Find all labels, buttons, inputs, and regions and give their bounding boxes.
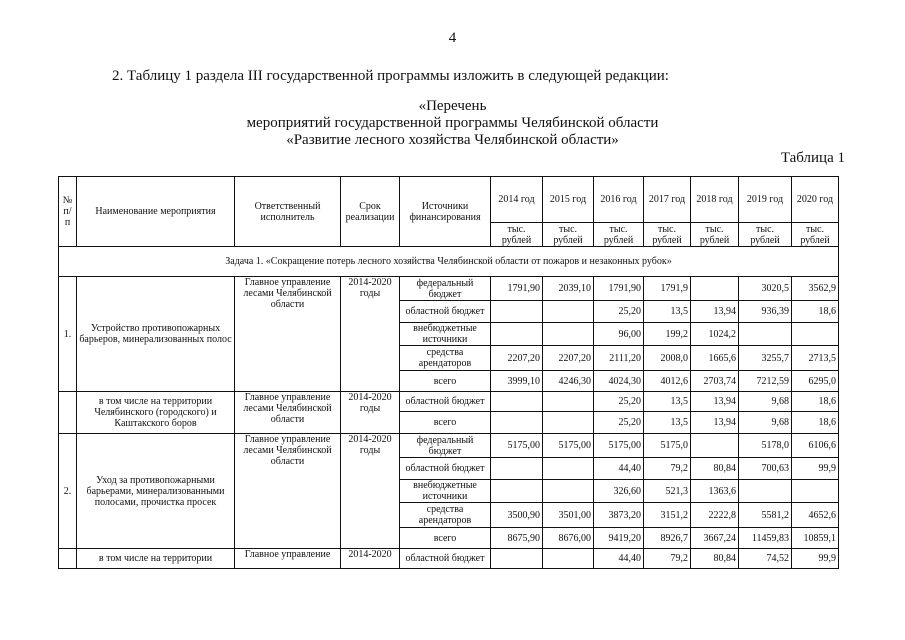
amount-cell: 1363,6: [691, 480, 739, 503]
implementation-term: 2014-2020 годы: [341, 434, 400, 549]
header-num: № п/п: [59, 177, 77, 247]
amount-cell: 9,68: [739, 392, 792, 412]
table-label: Таблица 1: [780, 150, 845, 166]
amount-cell: 18,6: [792, 301, 839, 323]
header-unit: тыс. рублей: [543, 223, 594, 247]
amount-cell: 7212,59: [739, 371, 792, 392]
header-unit: тыс. рублей: [739, 223, 792, 247]
funding-source: федеральный бюджет: [400, 277, 491, 301]
funding-source: всего: [400, 371, 491, 392]
amount-cell: [739, 323, 792, 346]
amount-cell: 44,40: [594, 458, 644, 480]
amount-cell: 2222,8: [691, 503, 739, 528]
amount-cell: 2713,5: [792, 346, 839, 371]
responsible-executor: Главное управление лесами Челябинской области: [235, 392, 341, 434]
amount-cell: 326,60: [594, 480, 644, 503]
measure-name: Уход за противопожарными барьерами, минерализованными полосами, прочистка просек: [77, 434, 235, 549]
header-unit: тыс. рублей: [644, 223, 691, 247]
amount-cell: 4024,30: [594, 371, 644, 392]
amount-cell: 2207,20: [491, 346, 543, 371]
funding-source: областной бюджет: [400, 392, 491, 412]
amount-cell: 25,20: [594, 392, 644, 412]
funding-source: федеральный бюджет: [400, 434, 491, 458]
amount-cell: 9419,20: [594, 528, 644, 549]
amount-cell: 4246,30: [543, 371, 594, 392]
title-line-3: «Развитие лесного хозяйства Челябинской области»: [286, 132, 619, 148]
implementation-term: 2014-2020 годы: [341, 392, 400, 434]
amount-cell: 80,84: [691, 549, 739, 569]
amount-cell: 5175,00: [594, 434, 644, 458]
amount-cell: 13,94: [691, 301, 739, 323]
header-year: 2014 год: [491, 177, 543, 223]
measure-name: в том числе на территории: [77, 549, 235, 569]
amount-cell: 3562,9: [792, 277, 839, 301]
header-unit: тыс. рублей: [691, 223, 739, 247]
amount-cell: 5175,0: [644, 434, 691, 458]
amount-cell: 44,40: [594, 549, 644, 569]
header-year: 2015 год: [543, 177, 594, 223]
header-year: 2019 год: [739, 177, 792, 223]
measure-name: в том числе на территории Челябинского (городского) и Каштакского боров: [77, 392, 235, 434]
measures-table: [58, 176, 839, 569]
table-row: [59, 277, 839, 301]
amount-cell: 80,84: [691, 458, 739, 480]
amount-cell: [543, 392, 594, 412]
amount-cell: 74,52: [739, 549, 792, 569]
measure-name: Устройство противопожарных барьеров, минерализованных полос: [77, 277, 235, 392]
table-row: [59, 549, 839, 569]
amount-cell: 3873,20: [594, 503, 644, 528]
funding-source: областной бюджет: [400, 549, 491, 569]
amount-cell: 25,20: [594, 301, 644, 323]
amount-cell: 1791,90: [594, 277, 644, 301]
header-year: 2018 год: [691, 177, 739, 223]
header-unit: тыс. рублей: [594, 223, 644, 247]
amount-cell: 9,68: [739, 412, 792, 434]
amount-cell: [691, 277, 739, 301]
amount-cell: 6106,6: [792, 434, 839, 458]
implementation-term: 2014-2020 годы: [341, 277, 400, 392]
row-number: [59, 392, 77, 434]
amount-cell: [491, 480, 543, 503]
amount-cell: [491, 549, 543, 569]
amount-cell: 8676,00: [543, 528, 594, 549]
amount-cell: [491, 323, 543, 346]
amount-cell: 96,00: [594, 323, 644, 346]
title-line-2: мероприятий государственной программы Челябинской области: [246, 115, 659, 131]
table-row: [59, 434, 839, 458]
amount-cell: 99,9: [792, 458, 839, 480]
amount-cell: 1665,6: [691, 346, 739, 371]
header-term: Срок реализации: [341, 177, 400, 247]
amount-cell: 2039,10: [543, 277, 594, 301]
funding-source: средства арендаторов: [400, 346, 491, 371]
amount-cell: 13,94: [691, 412, 739, 434]
header-year: 2016 год: [594, 177, 644, 223]
funding-source: внебюджетные источники: [400, 480, 491, 503]
amount-cell: [491, 301, 543, 323]
title-line-1: «Перечень: [418, 98, 487, 114]
amount-cell: [691, 434, 739, 458]
funding-source: всего: [400, 528, 491, 549]
amount-cell: 1791,90: [491, 277, 543, 301]
header-unit: тыс. рублей: [491, 223, 543, 247]
amount-cell: [491, 392, 543, 412]
amount-cell: [491, 458, 543, 480]
amount-cell: [543, 301, 594, 323]
responsible-executor: Главное управление: [235, 549, 341, 569]
amount-cell: 3020,5: [739, 277, 792, 301]
responsible-executor: Главное управление лесами Челябинской области: [235, 434, 341, 549]
amount-cell: 2703,74: [691, 371, 739, 392]
amount-cell: 3500,90: [491, 503, 543, 528]
amount-cell: 5175,00: [543, 434, 594, 458]
document-title: [0, 98, 905, 149]
amount-cell: [543, 323, 594, 346]
amount-cell: 79,2: [644, 549, 691, 569]
amount-cell: 11459,83: [739, 528, 792, 549]
amount-cell: 3501,00: [543, 503, 594, 528]
amount-cell: 3255,7: [739, 346, 792, 371]
amount-cell: 1791,9: [644, 277, 691, 301]
funding-source: областной бюджет: [400, 458, 491, 480]
funding-source: средства арендаторов: [400, 503, 491, 528]
amount-cell: 3667,24: [691, 528, 739, 549]
amount-cell: [543, 412, 594, 434]
amount-cell: 99,9: [792, 549, 839, 569]
amount-cell: 3151,2: [644, 503, 691, 528]
amount-cell: 700,63: [739, 458, 792, 480]
amount-cell: [792, 480, 839, 503]
header-source: Источники финансирования: [400, 177, 491, 247]
row-number: [59, 549, 77, 569]
amount-cell: 521,3: [644, 480, 691, 503]
header-year: 2017 год: [644, 177, 691, 223]
amount-cell: 10859,1: [792, 528, 839, 549]
header-name: Наименование мероприятия: [77, 177, 235, 247]
responsible-executor: Главное управление лесами Челябинской области: [235, 277, 341, 392]
amount-cell: 936,39: [739, 301, 792, 323]
amount-cell: 8675,90: [491, 528, 543, 549]
amount-cell: 18,6: [792, 392, 839, 412]
row-number: 2.: [59, 434, 77, 549]
amount-cell: [491, 412, 543, 434]
amount-cell: 1024,2: [691, 323, 739, 346]
amount-cell: 6295,0: [792, 371, 839, 392]
amount-cell: 2207,20: [543, 346, 594, 371]
amount-cell: [543, 549, 594, 569]
header-unit: тыс. рублей: [792, 223, 839, 247]
amount-cell: 25,20: [594, 412, 644, 434]
funding-source: областной бюджет: [400, 301, 491, 323]
amount-cell: [543, 458, 594, 480]
amount-cell: 2111,20: [594, 346, 644, 371]
header-row: [59, 177, 839, 223]
row-number: 1.: [59, 277, 77, 392]
amount-cell: 13,5: [644, 392, 691, 412]
amount-cell: 3999,10: [491, 371, 543, 392]
funding-source: внебюджетные источники: [400, 323, 491, 346]
amount-cell: 5175,00: [491, 434, 543, 458]
amount-cell: 13,94: [691, 392, 739, 412]
amount-cell: 199,2: [644, 323, 691, 346]
amount-cell: [543, 480, 594, 503]
amount-cell: 4652,6: [792, 503, 839, 528]
task-row: [59, 247, 839, 277]
amount-cell: 5581,2: [739, 503, 792, 528]
amount-cell: 5178,0: [739, 434, 792, 458]
amount-cell: 4012,6: [644, 371, 691, 392]
intro-paragraph: 2. Таблицу 1 раздела III государственной программы изложить в следующей редакции:: [112, 68, 669, 84]
implementation-term: 2014-2020: [341, 549, 400, 569]
page-number: 4: [448, 30, 457, 46]
amount-cell: 8926,7: [644, 528, 691, 549]
amount-cell: [739, 480, 792, 503]
amount-cell: 79,2: [644, 458, 691, 480]
task-title: Задача 1. «Сокращение потерь лесного хозяйства Челябинской области от пожаров и незаконных рубок»: [59, 247, 839, 277]
table-row: [59, 392, 839, 412]
funding-source: всего: [400, 412, 491, 434]
amount-cell: 2008,0: [644, 346, 691, 371]
amount-cell: [792, 323, 839, 346]
amount-cell: 13,5: [644, 412, 691, 434]
amount-cell: 13,5: [644, 301, 691, 323]
header-year: 2020 год: [792, 177, 839, 223]
header-responsible: Ответственный исполнитель: [235, 177, 341, 247]
amount-cell: 18,6: [792, 412, 839, 434]
